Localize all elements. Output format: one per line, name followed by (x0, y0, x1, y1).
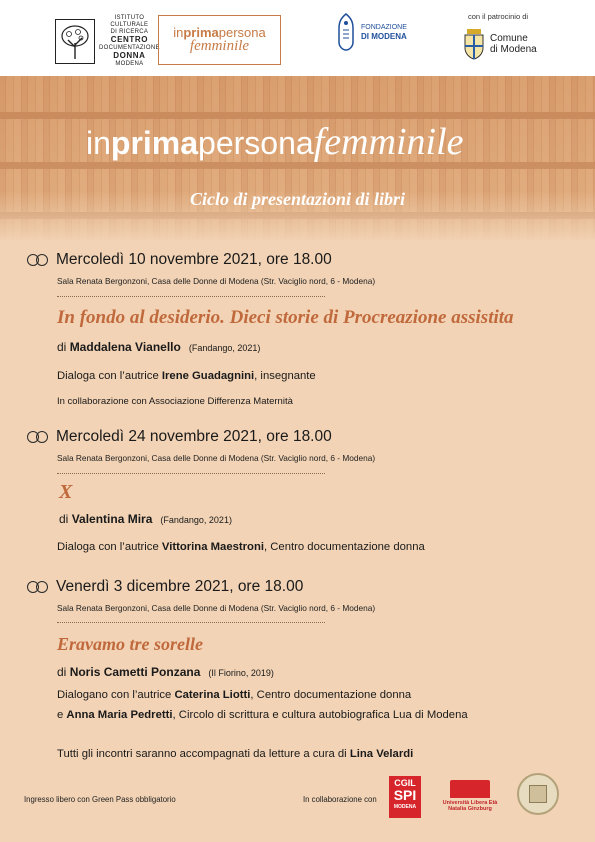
banner-title: inprimapersonafemminile (86, 121, 464, 163)
event-venue: Sala Renata Bergonzoni, Casa delle Donne di Modena (Str. Vaciglio nord, 6 - Modena) (57, 276, 376, 286)
cdd-logo (55, 15, 160, 68)
event-2-header (25, 428, 332, 446)
event-date: Mercoledì 24 novembre 2021, ore 18.00 (56, 428, 332, 445)
entry-note: Ingresso libero con Green Pass obbligatorio (24, 795, 176, 804)
dialog-line: e Anna Maria Pedretti, Circolo di scrittura e cultura autobiografica Lua di Modena (57, 709, 468, 721)
dialog-line: Dialoga con l’autrice Vittorina Maestroni, Centro documentazione donna (57, 541, 425, 553)
author-line: di Noris Cametti Ponzana (Il Fiorino, 2019) (57, 665, 274, 679)
coat-of-arms-icon (462, 28, 486, 60)
author-line: di Valentina Mira (Fandango, 2021) (59, 512, 232, 526)
cgil-spi-logo: CGIL SPI MODENA (389, 776, 421, 818)
dialog-line: Dialoga con l’autrice Irene Guadagnini, insegnante (57, 370, 316, 382)
comune-modena-logo: Comune di Modena (462, 28, 537, 60)
cdd-logo-text: ISTITUTO CULTURALE DI RICERCA CENTRO DOCUMENTAZIONE DONNA MODENA (99, 15, 160, 67)
banner-subtitle: Ciclo di presentazioni di libri (189, 189, 406, 209)
fondazione-modena-logo: FONDAZIONE DI MODENA (335, 12, 407, 52)
book-icon (450, 780, 490, 798)
dialog-line: Dialogano con l’autrice Caterina Liotti, Centro documentazione donna (57, 689, 412, 701)
event-venue: Sala Renata Bergonzoni, Casa delle Donne di Modena (Str. Vaciglio nord, 6 - Modena) (57, 603, 376, 613)
collab-line: In collaborazione con Associazione Differenza Maternità (57, 396, 293, 407)
fondazione-emblem-icon (335, 12, 357, 52)
event-1-header (25, 251, 332, 269)
inprimapersona-logo: inprimapersona femminile (158, 15, 281, 65)
seal-logo (517, 773, 559, 815)
event-date: Venerdì 3 dicembre 2021, ore 18.00 (56, 578, 304, 595)
book-title: Eravamo tre sorelle (57, 634, 203, 654)
event-venue: Sala Renata Bergonzoni, Casa delle Donne di Modena (Str. Vaciglio nord, 6 - Modena) (57, 453, 376, 463)
tree-icon (55, 19, 95, 64)
book-title: X (59, 481, 73, 503)
divider (57, 473, 325, 474)
divider (57, 296, 325, 297)
event-3-header (25, 578, 303, 596)
closing-note: Tutti gli incontri saranno accompagnati da letture a cura di Lina Velardi (57, 748, 414, 760)
header-bar (0, 0, 595, 76)
rings-icon (25, 431, 51, 443)
collab-label: In collaborazione con (303, 795, 377, 804)
book-title: In fondo al desiderio. Dieci storie di Procreazione assistita (57, 307, 514, 328)
rings-icon (25, 254, 51, 266)
divider (57, 622, 325, 623)
universita-libera-eta-logo: Università Libera Età Natalia Ginzburg (436, 780, 504, 812)
patrocinio-label: con il patrocinio di (468, 12, 529, 21)
event-date: Mercoledì 10 novembre 2021, ore 18.00 (56, 251, 332, 268)
author-line: di Maddalena Vianello (Fandango, 2021) (57, 340, 261, 354)
rings-icon (25, 581, 51, 593)
title-banner (0, 76, 595, 240)
